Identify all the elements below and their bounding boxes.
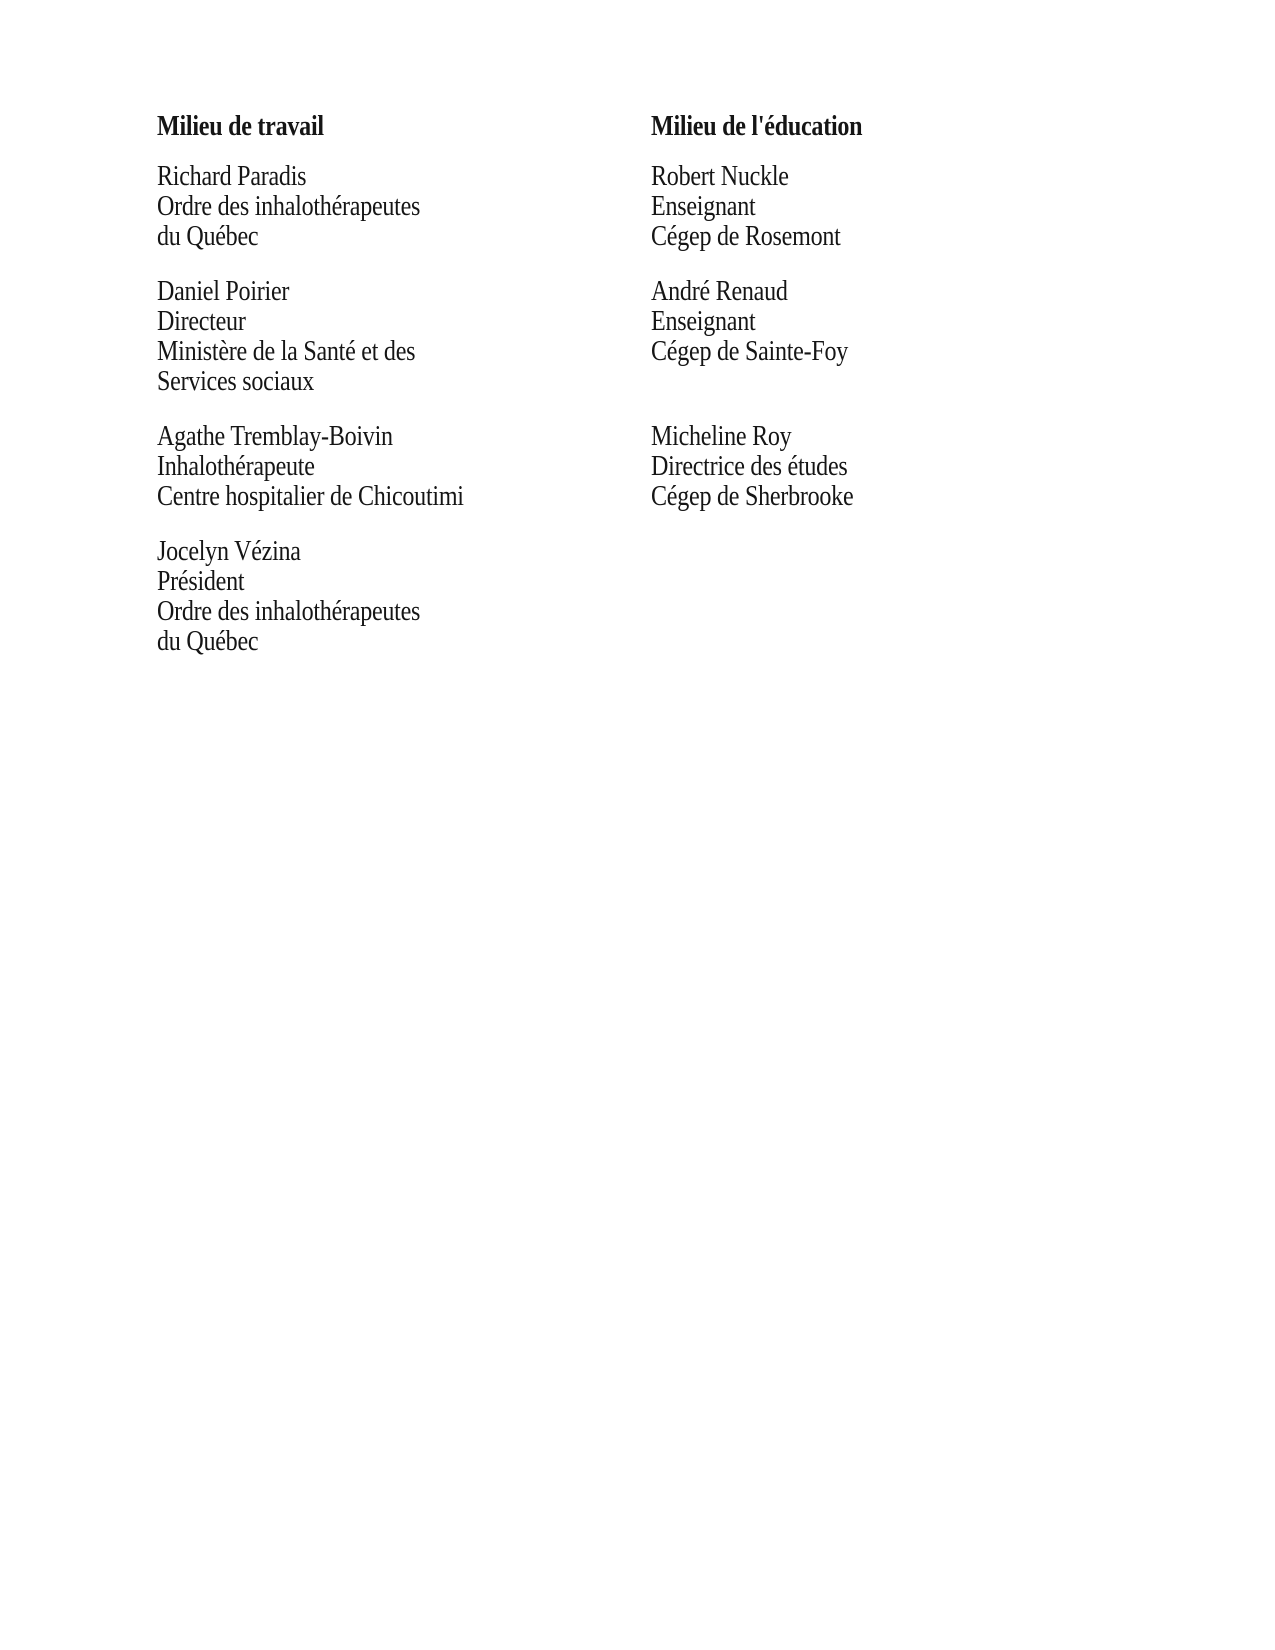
credits-two-column-list [157,112,1111,682]
person-name: Richard Paradis [157,161,307,192]
person-entry-robert-nuckle [651,162,1047,252]
person-role: Enseignant [651,191,756,222]
person-role: Président [157,566,245,597]
person-organization-cont: du Québec [157,626,259,657]
person-organization: Cégep de Sainte-Foy [651,336,849,367]
person-organization: Cégep de Rosemont [651,221,841,252]
person-entry-andre-renaud [651,277,1047,367]
person-organization: Cégep de Sherbrooke [651,481,854,512]
person-organization-cont: du Québec [157,221,259,252]
person-organization: Centre hospitalier de Chicoutimi [157,481,464,512]
person-name: André Renaud [651,276,788,307]
person-name: Agathe Tremblay-Boivin [157,421,393,452]
person-organization: Ministère de la Santé et des [157,336,416,367]
person-role: Inhalothérapeute [157,451,315,482]
column-heading-education: Milieu de l'éducation [651,111,863,142]
person-entry-micheline-roy [651,422,1047,512]
person-role: Directrice des études [651,451,848,482]
person-role: Directeur [157,306,246,337]
person-name: Robert Nuckle [651,161,789,192]
person-name: Daniel Poirier [157,276,290,307]
person-name: Jocelyn Vézina [157,536,301,567]
person-entry-daniel-poirier [157,277,582,397]
person-entry-jocelyn-vezina [157,537,582,657]
column-heading-workplace: Milieu de travail [157,111,324,142]
person-organization: Ordre des inhalothérapeutes [157,596,421,627]
person-organization: Ordre des inhalothérapeutes [157,191,421,222]
person-entry-richard-paradis [157,162,582,252]
person-organization-cont: Services sociaux [157,366,315,397]
person-role: Enseignant [651,306,756,337]
person-entry-agathe-tremblay-boivin [157,422,582,512]
person-name: Micheline Roy [651,421,792,452]
